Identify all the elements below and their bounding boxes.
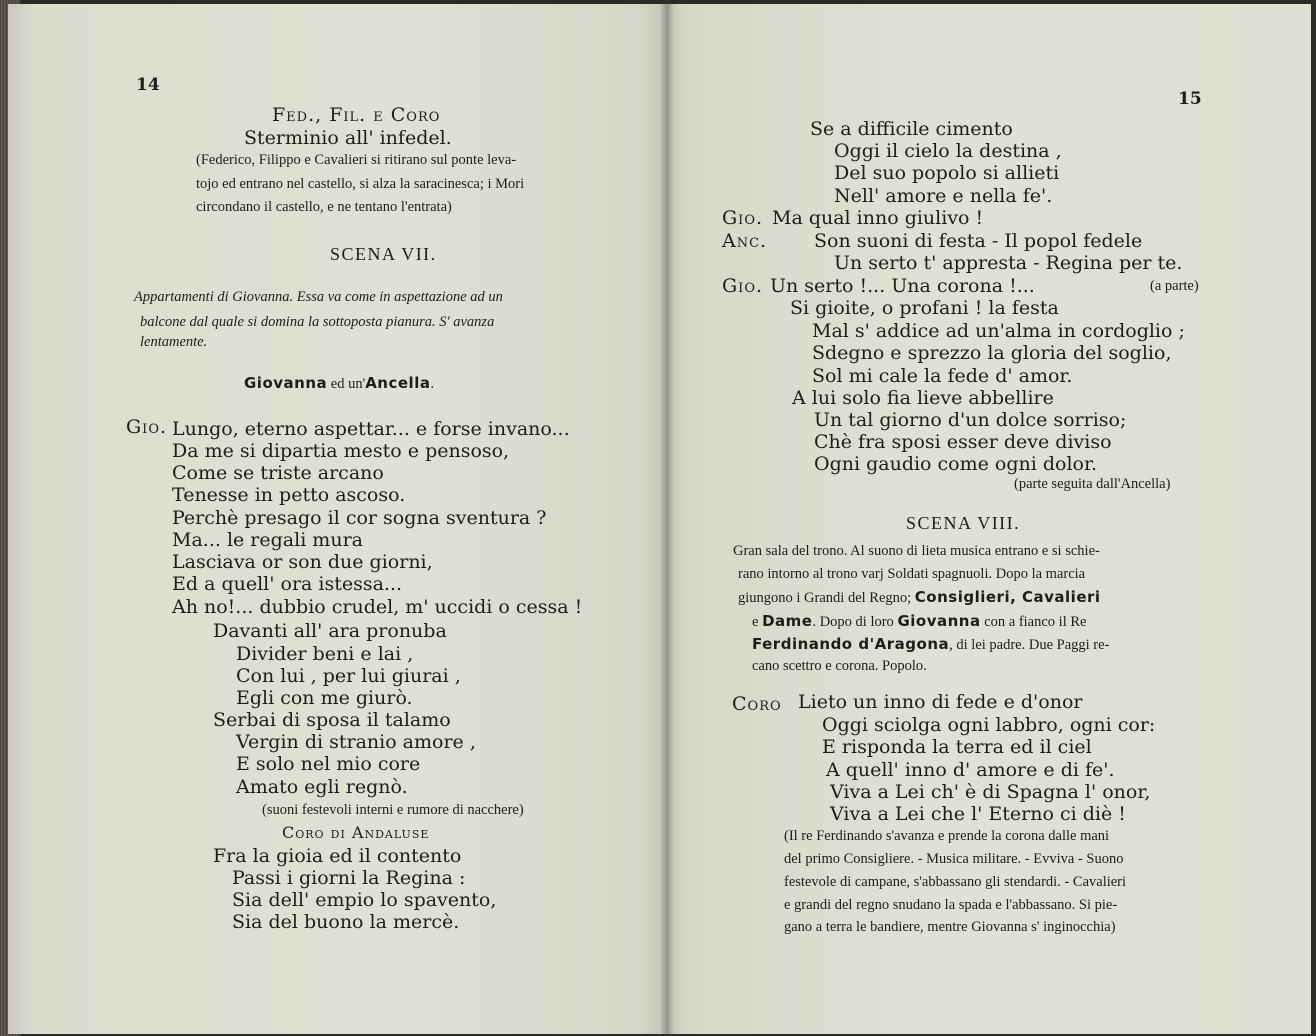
verse: Come se triste arcano <box>172 462 384 484</box>
final-direction-line: gano a terra le bandiere, mentre Giovanna s' inginocchia) <box>784 919 1116 935</box>
verse: Un tal giorno d'un dolce sorriso; <box>814 409 1127 431</box>
final-direction-line: (Il re Ferdinando s'avanza e prende la corona dalle mani <box>784 828 1110 844</box>
chorus-verse: Fra la gioia ed il contento <box>213 845 462 867</box>
verse: A lui solo fia lieve abbellire <box>792 387 1054 409</box>
verse: Un serto !... Una corona !... <box>770 275 1035 297</box>
verse: Perchè presago il cor sogna sventura ? <box>172 507 547 529</box>
chorus-header: Coro di Andaluse <box>282 823 430 842</box>
speaker-gio: Gio. <box>722 207 764 229</box>
verse: Divider beni e lai , <box>236 643 414 665</box>
verse: Amato egli regnò. <box>236 776 408 798</box>
verse: Oggi il cielo la destina , <box>834 140 1062 162</box>
speaker-header-fed-fil-coro: Fed., Fil. e Coro <box>272 104 441 126</box>
stage-direction-1-line-3: circondano il castello, e ne tentano l'entrata) <box>196 199 452 215</box>
setting-text: giungono i Grandi del Regno; <box>738 590 915 606</box>
setting-text: , di lei padre. Due Paggi re- <box>949 637 1110 653</box>
book-gutter <box>660 0 674 1036</box>
setting-line-1: Appartamenti di Giovanna. Essa va come in aspettazione ad un <box>134 289 503 305</box>
coro-verse: Viva a Lei che l' Eterno ci diè ! <box>830 803 1126 825</box>
setting-line-1: Gran sala del trono. Al suono di lieta musica entrano e si schie- <box>733 543 1100 559</box>
verse: Lasciava or son due giorni, <box>172 551 433 573</box>
character-ancella: Ancella <box>365 374 431 392</box>
verse: Vergin di stranio amore , <box>236 731 476 753</box>
verse: E solo nel mio core <box>236 753 421 775</box>
setting-line-2: balcone dal quale si domina la sottoposta pianura. S' avanza <box>140 314 495 330</box>
stage-direction-2: (suoni festevoli interni e rumore di nacchere) <box>262 802 524 818</box>
scene-title-viii: SCENA VIII. <box>906 513 1021 533</box>
speaker-coro: Coro <box>732 693 782 715</box>
verse: Lungo, eterno aspettar... e forse invano... <box>172 418 570 440</box>
stage-direction-1-line-1: (Federico, Filippo e Cavalieri si ritirano sul ponte leva- <box>196 152 517 168</box>
aside-direction: (a parte) <box>1150 278 1199 294</box>
speaker-anc: Anc. <box>722 230 768 252</box>
chorus-verse: Passi i giorni la Regina : <box>232 867 466 889</box>
setting-line-2: rano intorno al trono varj Soldati spagnuoli. Dopo la marcia <box>738 566 1086 582</box>
verse: Son suoni di festa - Il popol fedele <box>814 230 1143 252</box>
verse: Ma... le regali mura <box>172 529 363 551</box>
right-page-number: 15 <box>1178 89 1202 109</box>
final-direction-line: e grandi del regno snudano la spada e l'abbassano. Si pie- <box>784 897 1118 913</box>
verse: Mal s' addice ad un'alma in cordoglio ; <box>812 320 1185 342</box>
speaker-gio: Gio. <box>722 275 764 297</box>
verse: Sdegno e sprezzo la gloria del soglio, <box>812 342 1172 364</box>
character-ferdinando: Ferdinando d'Aragona <box>752 635 950 653</box>
exit-direction: (parte seguita dall'Ancella) <box>1014 476 1171 492</box>
coro-verse: A quell' inno d' amore e di fe'. <box>826 759 1115 781</box>
verse: Egli con me giurò. <box>236 687 413 709</box>
setting-line-3 <box>738 586 1101 609</box>
verse: Tenesse in petto ascoso. <box>172 484 406 506</box>
stage-direction-1-line-2: tojo ed entrano nel castello, si alza la saracinesca; i Mori <box>196 176 525 192</box>
scene-title-vii: SCENA VII. <box>330 244 437 264</box>
characters-line <box>244 372 434 394</box>
final-direction-line: del primo Consigliere. - Musica militare. - Evviva - Suono <box>784 851 1124 867</box>
final-direction-line: festevole di campane, s'abbassano gli stendardi. - Cavalieri <box>784 874 1127 890</box>
chorus-verse: Sia del buono la mercè. <box>232 911 460 933</box>
verse: Ogni gaudio come ogni dolor. <box>814 453 1098 475</box>
setting-line-6: cano scettro e corona. Popolo. <box>752 658 927 674</box>
characters-consiglieri-cavalieri: Consiglieri, Cavalieri <box>914 588 1101 606</box>
setting-text: con a fianco il Re <box>980 614 1087 630</box>
setting-line-5 <box>752 633 1109 656</box>
verse: Serbai di sposa il talamo <box>213 709 451 731</box>
character-giovanna: Giovanna <box>897 612 981 630</box>
verse: Ah no!... dubbio crudel, m' uccidi o cessa ! <box>172 596 583 618</box>
left-page-number: 14 <box>136 75 160 95</box>
verse-sterminio: Sterminio all' infedel. <box>244 127 452 149</box>
coro-verse: Oggi sciolga ogni labbro, ogni cor: <box>822 714 1156 736</box>
verse: Si gioite, o profani ! la festa <box>790 297 1059 319</box>
coro-verse: Viva a Lei ch' è di Spagna l' onor, <box>830 781 1151 803</box>
characters-connector: ed un' <box>327 376 366 392</box>
verse: Da me si dipartia mesto e pensoso, <box>172 440 510 462</box>
character-giovanna: Giovanna <box>244 374 328 392</box>
verse: Del suo popolo si allieti <box>834 162 1060 184</box>
characters-end: . <box>430 376 435 392</box>
verse: Ma qual inno giulivo ! <box>772 207 984 229</box>
verse: Con lui , per lui giurai , <box>236 665 461 687</box>
verse: Se a difficile cimento <box>810 118 1013 140</box>
verse: Sol mi cale la fede d' amor. <box>812 365 1073 387</box>
verse: Nell' amore e nella fe'. <box>834 185 1053 207</box>
speaker-gio: Gio. <box>126 416 168 438</box>
setting-text: . Dopo di loro <box>812 614 898 630</box>
characters-dame: Dame <box>762 612 813 630</box>
verse: Chè fra sposi esser deve diviso <box>814 431 1112 453</box>
setting-line-4 <box>752 610 1086 633</box>
coro-verse: E risponda la terra ed il ciel <box>822 736 1092 758</box>
setting-text: e <box>752 614 763 630</box>
verse: Un serto t' appresta - Regina per te. <box>834 252 1183 274</box>
chorus-verse: Sia dell' empio lo spavento, <box>232 889 497 911</box>
verse: Ed a quell' ora istessa... <box>172 573 403 595</box>
verse: Davanti all' ara pronuba <box>213 620 447 642</box>
setting-line-3: lentamente. <box>140 334 208 350</box>
coro-verse: Lieto un inno di fede e d'onor <box>798 691 1083 713</box>
